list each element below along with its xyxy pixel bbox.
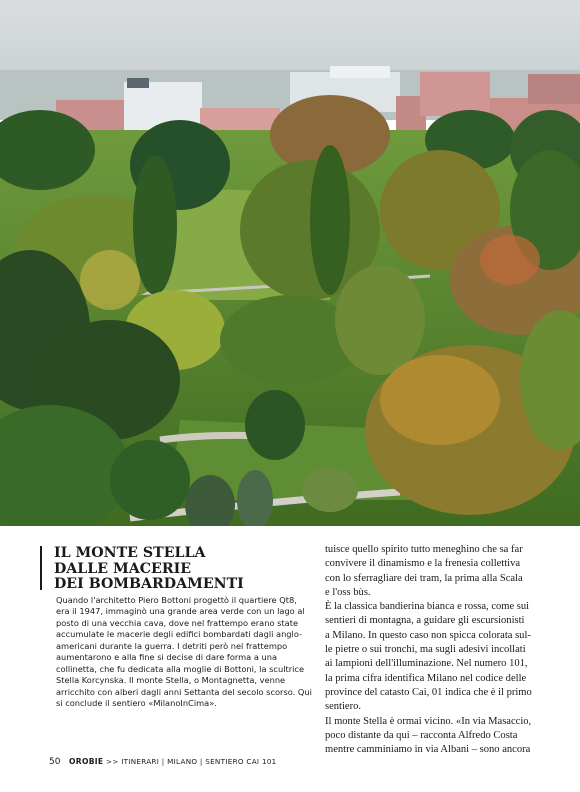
article-line: e l'oss bùs. bbox=[325, 586, 371, 598]
sidebar-body-line: aumentarono e alla fine si decise di dare forma a una bbox=[56, 652, 278, 662]
section-breadcrumb: >> ITINERARI | MILANO | SENTIERO CAI 101 bbox=[106, 757, 277, 766]
sidebar-title-line: DALLE MACERIE bbox=[54, 560, 192, 577]
article-column bbox=[325, 543, 557, 757]
sidebar-body-line: posto di una vecchia cava, dove nel frattempo erano state bbox=[56, 617, 299, 628]
article-line: le pietre o sui tronchi, ma sugli adesivi incollati bbox=[325, 644, 526, 656]
article-line: mentre camminiamo in via Albani – sono ancora bbox=[325, 744, 531, 756]
sidebar-body-line: Quando l'architetto Piero Bottoni progettò il quartiere Qt8, bbox=[56, 594, 297, 605]
sidebar-title-line: IL MONTE STELLA bbox=[54, 545, 206, 561]
sidebar-body bbox=[56, 594, 312, 710]
article-line: tuisce quello spirito tutto meneghino che sa far bbox=[325, 544, 523, 555]
sidebar-title-line: DEI BOMBARDAMENTI bbox=[54, 576, 244, 592]
article-line: È la classica bandierina bianca e rossa, come sui bbox=[325, 601, 530, 613]
sidebar-body-line: accumulate le macerie degli edifici bombardati dagli anglo- bbox=[56, 629, 303, 639]
article-line: sentieri di montagna, a guidare gli escursionisti bbox=[325, 615, 525, 627]
article-line: sentiero. bbox=[325, 701, 362, 713]
sidebar-body-line: Stella Korcynska. Il monte Stella, o Montagnetta, venne bbox=[56, 675, 286, 685]
magazine-name: OROBIE bbox=[69, 757, 104, 766]
article-line: la prima cifra identifica Milano nel codice delle bbox=[325, 672, 527, 684]
sidebar-box bbox=[44, 545, 312, 710]
article-line: a Milano. In questo caso non spicca colorata sul- bbox=[325, 629, 531, 641]
article-line: poco distante da qui – racconta Alfredo Costa bbox=[325, 729, 518, 741]
article-line: ai lampioni dell'illuminazione. Nel numero 101, bbox=[325, 658, 528, 670]
article-line: convivere il dinamismo e la frenesia collettiva bbox=[325, 558, 521, 570]
article-line: province del catasto Cai, 01 indica che è il primo bbox=[325, 686, 532, 698]
sidebar-body-line: arricchito con alberi dagli anni Settanta del secolo scorso. Qui bbox=[56, 686, 312, 697]
sidebar-body-line: americani durante la guerra. I detriti però nel frattempo bbox=[56, 640, 288, 651]
page-footer bbox=[49, 757, 277, 767]
sidebar-body-line: si conclude il sentiero «MilanoInCima». bbox=[56, 698, 217, 708]
page-number: 50 bbox=[49, 757, 61, 767]
article-line: con lo sferragliare dei tram, la prima alla Scala bbox=[325, 572, 523, 584]
sidebar-body-line: era il 1947, immaginò una grande area verde con un lago al bbox=[56, 606, 305, 616]
sidebar-title bbox=[54, 546, 302, 593]
sidebar-rule bbox=[40, 546, 42, 590]
sidebar-body-line: collinetta, che fu dedicata alla moglie di Bottoni, la scultrice bbox=[56, 663, 305, 674]
article-line: Il monte Stella è ormai vicino. «In via Masaccio, bbox=[325, 715, 532, 727]
